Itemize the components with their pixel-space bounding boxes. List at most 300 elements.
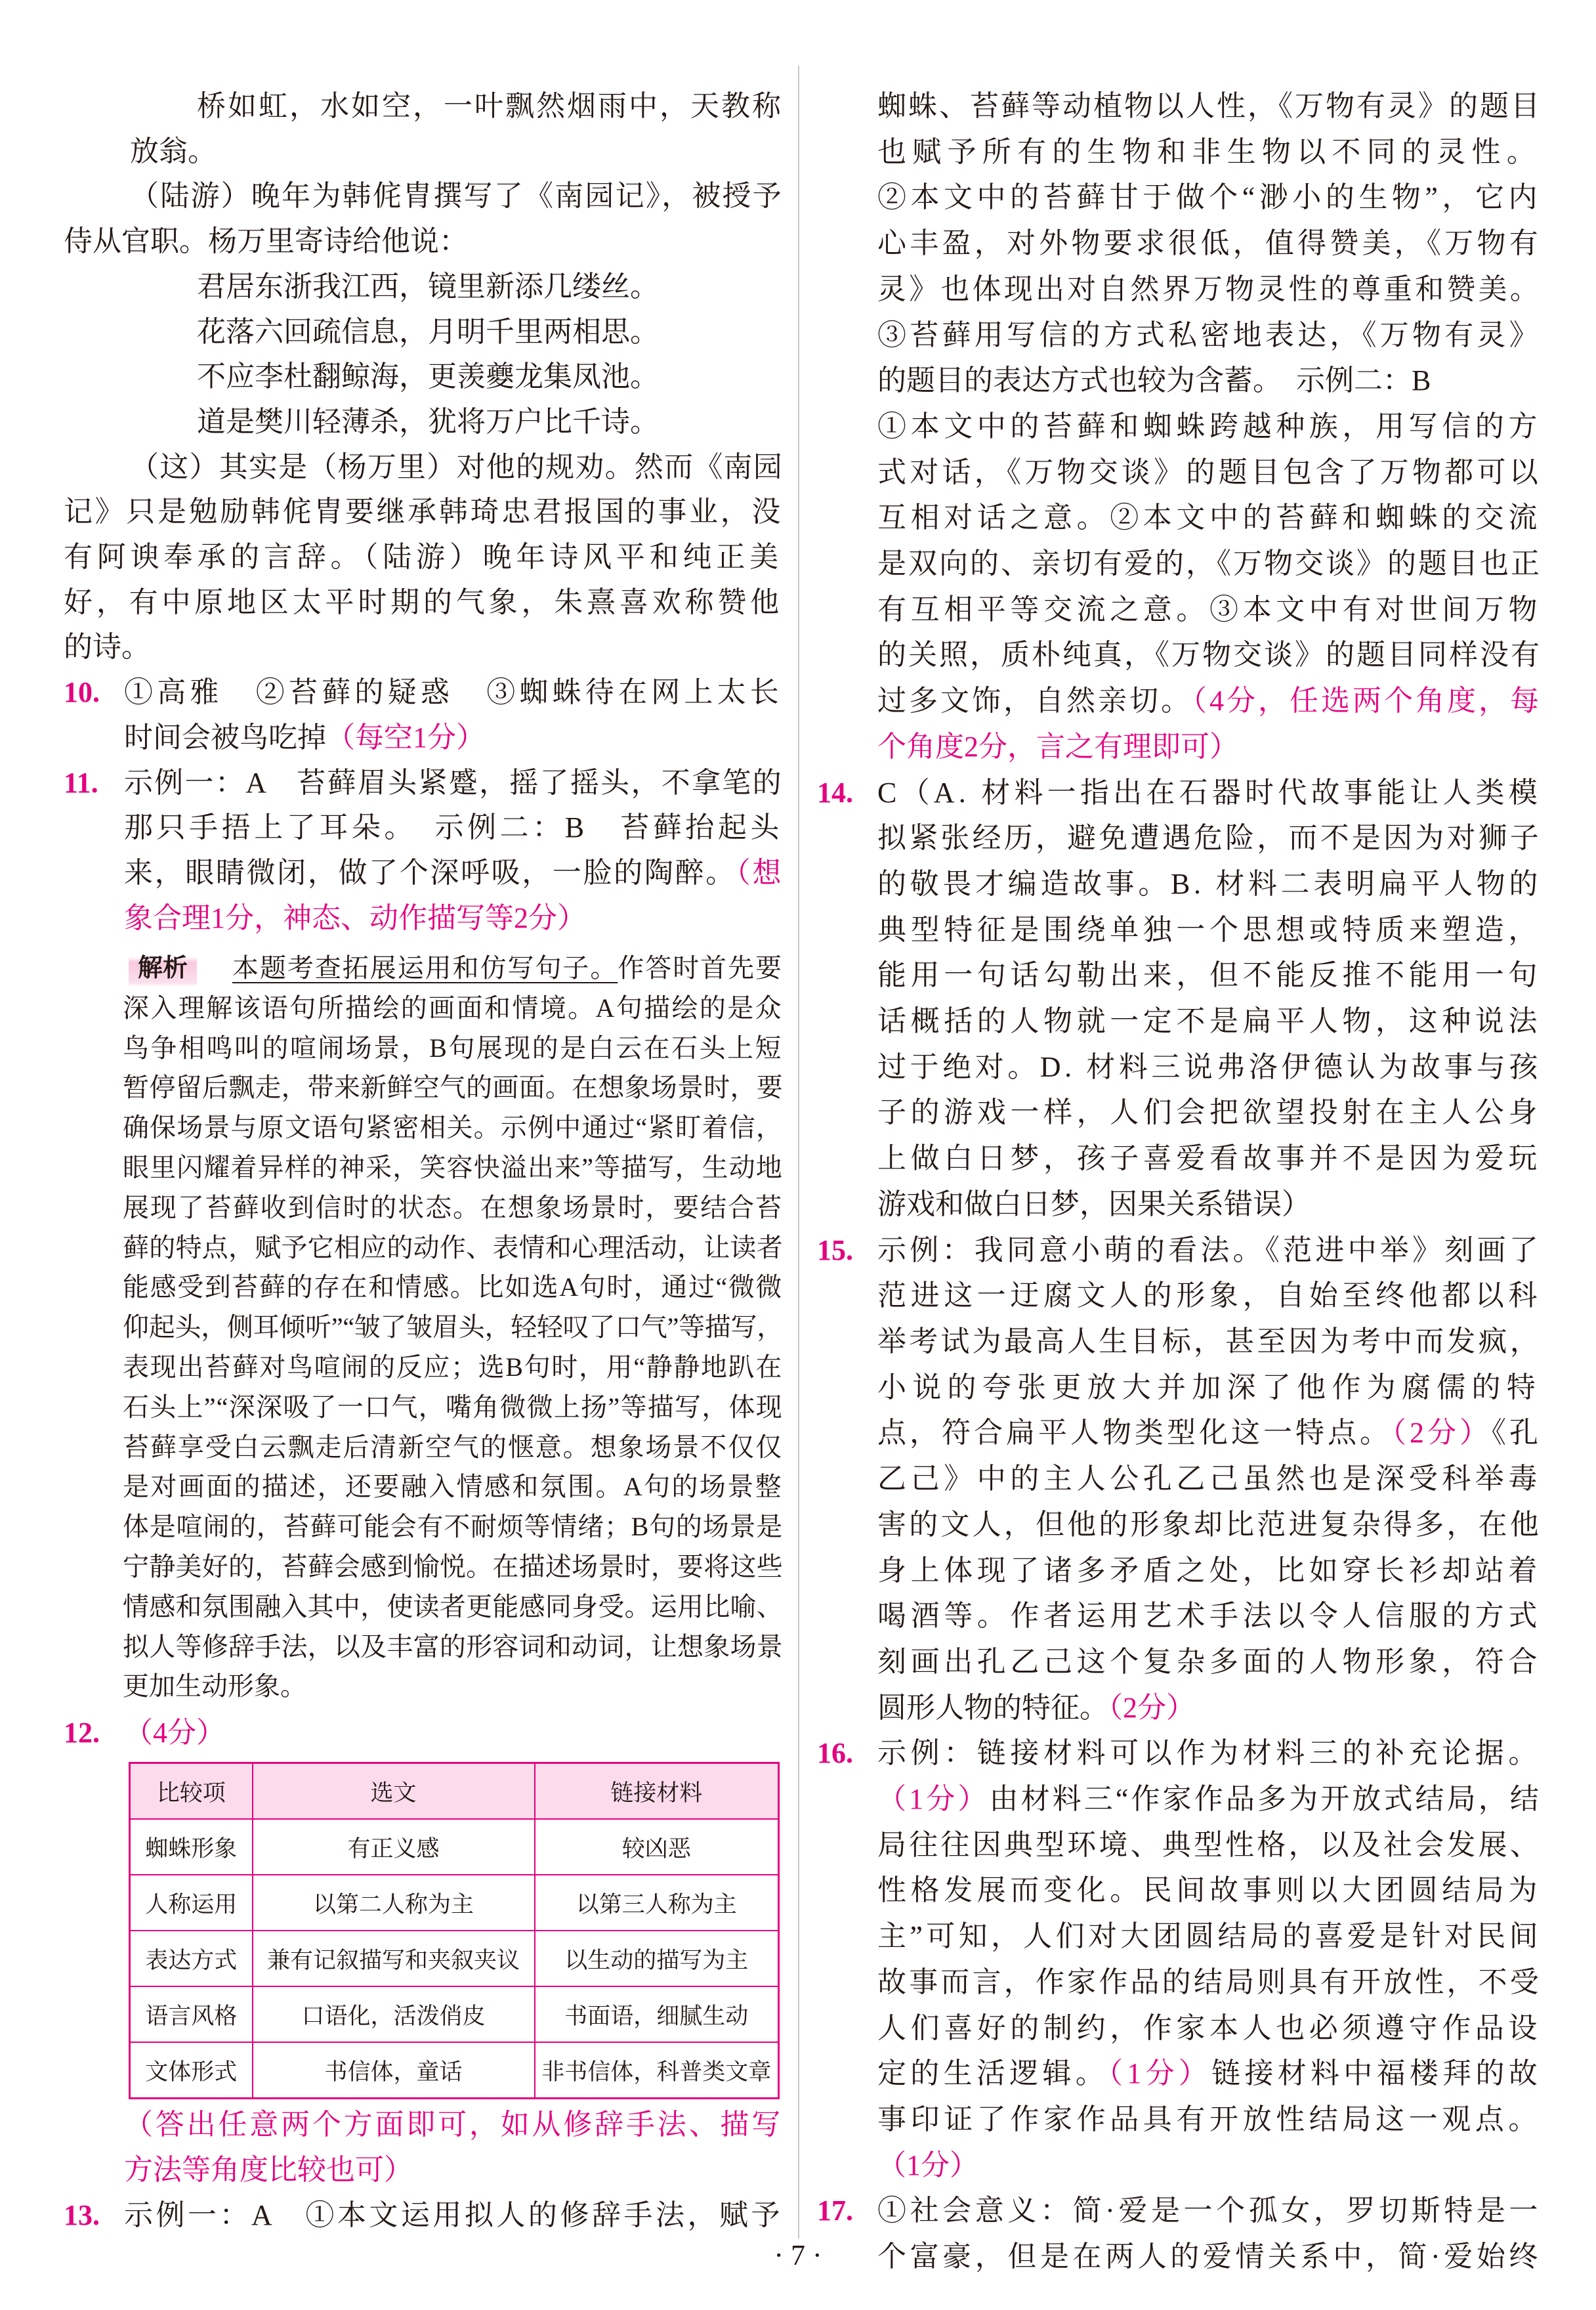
- text-line: [817, 1868, 1542, 1914]
- text-line: [64, 219, 783, 265]
- text-segment: 眼里闪耀着异样的神采，笑容快溢出来”等描写，生动地: [123, 1152, 783, 1182]
- poem-line: [64, 400, 783, 445]
- text-segment: 事印证了作家作品具有开放性结局这一观点。: [877, 2103, 1542, 2135]
- score-note: （4分，任选两个角度，每: [1192, 685, 1542, 717]
- text-line-content: [877, 770, 1542, 816]
- text-line-content: [123, 1507, 783, 1547]
- table-cell: 书信体，童话: [253, 2042, 535, 2099]
- text-segment: 小说的夸张更放大并加深了他作为腐儒的特: [877, 1371, 1542, 1403]
- text-segment: 话概括的人物就一定不是扁平人物，这种说法: [877, 1005, 1542, 1038]
- text-line-content: [877, 2051, 1542, 2097]
- text-line: [64, 989, 783, 1029]
- text-line: [64, 354, 783, 400]
- text-line: [817, 450, 1542, 496]
- text-line: [64, 1667, 783, 1707]
- text-line: [64, 1547, 783, 1587]
- answer-13-example-2: [817, 404, 1542, 770]
- answer-13-continued: [817, 83, 1542, 404]
- text-line-content: [877, 2188, 1542, 2234]
- translation-paragraph: [64, 174, 783, 264]
- text-line-content: [123, 1068, 783, 1108]
- text-segment: 确保场景与原文语句紧密相关。示例中通过“紧盯着信，: [123, 1113, 783, 1143]
- text-segment: 记》只是勉励韩侂胄要继承韩琦忠君报国的事业，没: [64, 496, 783, 528]
- text-line: [64, 84, 783, 129]
- text-segment: 桥如虹，水如空，一叶飘然烟雨中，天教称: [197, 90, 783, 122]
- table-header-row: [130, 1763, 779, 1820]
- text-segment: 有互相平等交流之意。③本文中有对世间万物: [877, 593, 1542, 626]
- text-line: [817, 1228, 1542, 1273]
- text-segment: 故事而言，作家作品的结局则具有开放性，不受: [877, 1965, 1542, 1998]
- text-segment: 侍从官职。杨万里寄诗给他说：: [64, 225, 468, 258]
- text-segment: 拟人等修辞手法，以及丰富的形容词和动词，让想象场景: [123, 1631, 783, 1661]
- text-segment: 深入理解该语句所描绘的画面和情境。A句描绘的是众: [123, 993, 783, 1023]
- text-segment: 游戏和做白日梦，因果关系错误）: [877, 1187, 1311, 1220]
- text-line: [64, 1268, 783, 1308]
- table-cell: 以第三人称为主: [535, 1875, 779, 1931]
- text-segment: 主”可知，人们对大团圆结局的喜爱是针对民间: [877, 1920, 1542, 1953]
- question-number: 12.: [64, 1717, 100, 1749]
- text-segment: 不应李杜翻鲸海，更羡夔龙集凤池。: [197, 360, 659, 393]
- text-segment: 道是樊川轻薄杀，犹将万户比千诗。: [197, 405, 659, 438]
- text-segment: 子的游戏一样，人们会把欲望投射在主人公身: [877, 1096, 1542, 1129]
- score-note: （4分）: [124, 1717, 225, 1749]
- text-line: [64, 129, 783, 175]
- text-line: [64, 2102, 783, 2147]
- text-line: [817, 1365, 1542, 1411]
- table-row: [130, 1986, 779, 2042]
- text-line-content: [123, 1029, 783, 1069]
- text-line: [64, 580, 783, 626]
- text-segment: 典型特征是围绕单独一个思想或特质来塑造，: [877, 913, 1542, 946]
- text-line-content: [123, 1268, 783, 1308]
- text-line-content: [123, 1148, 783, 1188]
- text-line: [817, 1776, 1542, 1822]
- text-line-content: [877, 1136, 1542, 1182]
- text-line: [817, 1090, 1542, 1136]
- table-cell: 较凶恶: [535, 1819, 779, 1875]
- question-12: [64, 1711, 783, 1755]
- text-line-content: [124, 851, 783, 896]
- text-line-content: [877, 1548, 1542, 1594]
- score-note: 方法等角度比较也可）: [124, 2154, 413, 2186]
- text-segment: 性格发展而变化。民间故事则以大团圆结局为: [877, 1874, 1542, 1907]
- text-line: [817, 1273, 1542, 1319]
- text-line: [817, 907, 1542, 953]
- text-line-content: [123, 1108, 783, 1148]
- text-segment: ②本文中的苔藓甘于做个“渺小的生物”，它内: [877, 181, 1542, 214]
- text-line: [817, 2097, 1542, 2143]
- text-line: [817, 541, 1542, 587]
- text-line-content: [123, 1547, 783, 1587]
- text-segment: 害的文人，但他的形象却比范进复杂得多，在他: [877, 1508, 1542, 1541]
- text-line: [64, 1228, 783, 1268]
- text-line: [817, 587, 1542, 633]
- text-line: [817, 1639, 1542, 1685]
- text-line-content: [877, 1502, 1542, 1548]
- text-line: [64, 896, 783, 941]
- row-label-cell: 蜘蛛形象: [130, 1819, 253, 1875]
- text-segment: 链接材料中福楼拜的故: [1211, 2057, 1542, 2090]
- row-label-cell: 表达方式: [130, 1931, 253, 1986]
- text-segment: 宁静美好的，苔藓会感到愉悦。在描述场景时，要将这些: [123, 1551, 783, 1581]
- text-line: [817, 1593, 1542, 1639]
- text-segment: 能用一句话勾勒出来，但不能反推不能用一句: [877, 959, 1542, 992]
- text-line-content: [877, 1776, 1542, 1822]
- text-line: [817, 1685, 1542, 1731]
- text-line-content: [877, 998, 1542, 1044]
- text-line-content: [877, 1593, 1542, 1639]
- question-number: 10.: [64, 676, 100, 709]
- text-line: [817, 678, 1542, 724]
- question-number: 14.: [817, 776, 853, 809]
- left-column-bottom: [64, 2102, 783, 2238]
- text-line: [64, 1587, 783, 1627]
- question-number: 11.: [64, 766, 98, 799]
- text-line-content: [877, 952, 1542, 998]
- text-line: [64, 761, 783, 806]
- text-segment: 更加生动形象。: [123, 1671, 306, 1701]
- text-line-content: [123, 1388, 783, 1428]
- text-segment: 由材料三“作家作品多为开放式结局，结: [989, 1783, 1542, 1816]
- question-number: 13.: [64, 2199, 100, 2231]
- text-line-content: [197, 400, 659, 445]
- score-note: 个角度2分，言之有理即可）: [877, 730, 1238, 763]
- text-line: [64, 490, 783, 535]
- text-segment: 心丰盈，对外物要求很低，值得赞美，《万物有: [877, 227, 1542, 260]
- text-line-content: [877, 358, 1431, 404]
- answer-13: [64, 2192, 783, 2238]
- text-line: [817, 221, 1542, 267]
- row-label-cell: 人称运用: [130, 1875, 253, 1931]
- text-line-content: [877, 2097, 1542, 2143]
- text-line: [817, 1730, 1542, 1776]
- text-line: [817, 1319, 1542, 1365]
- score-note: （想: [736, 856, 784, 889]
- text-line: [64, 1388, 783, 1428]
- text-line-content: [64, 625, 150, 670]
- text-line-content: [123, 1308, 783, 1348]
- text-segment: 过于绝对。D. 材料三说弗洛伊德认为故事与孩: [877, 1050, 1542, 1083]
- score-note: （1分）: [877, 2149, 978, 2181]
- text-segment: 体是喧闹的，苔藓可能会有不耐烦等情绪；B句的场景是: [123, 1512, 783, 1542]
- text-segment: 过多文饰，自然亲切。: [877, 685, 1192, 717]
- text-line-content: [124, 805, 783, 851]
- text-segment: 作答时首先要: [618, 953, 784, 983]
- text-line: [64, 1029, 783, 1069]
- text-segment: 那只手捂上了耳朵。 示例二：B 苔藓抬起头: [124, 811, 783, 844]
- text-line-content: [877, 1868, 1542, 1914]
- text-segment: 示例：我同意小萌的看法。《范进中举》刻画了: [877, 1233, 1542, 1266]
- question-number: 16.: [817, 1737, 853, 1770]
- text-segment: （这）其实是（杨万里）对他的规劝。然而《南园: [130, 450, 783, 483]
- text-line: [64, 716, 783, 761]
- text-line: [64, 805, 783, 851]
- table-cell: 有正义感: [253, 1819, 535, 1875]
- text-line-content: [877, 450, 1542, 496]
- table-cell: 口语化，活泼俏皮: [253, 1986, 535, 2042]
- text-line: [817, 1502, 1542, 1548]
- text-segment: 表现出苔藓对鸟喧闹的反应；选B句时，用“静静地趴在: [123, 1352, 783, 1382]
- text-line-content: [877, 1639, 1542, 1685]
- text-line-content: [877, 221, 1542, 267]
- text-line: [817, 404, 1542, 450]
- text-line-content: [64, 580, 783, 626]
- text-line-content: [877, 815, 1542, 861]
- text-segment: 示例：链接材料可以作为材料三的补充论据。: [877, 1737, 1542, 1770]
- text-segment: ①本文中的苔藓和蜘蛛跨越种族，用写信的方: [877, 410, 1542, 442]
- table-cell: 以第二人称为主: [253, 1875, 535, 1931]
- text-line-content: [124, 2192, 783, 2238]
- text-line-content: [123, 1587, 783, 1627]
- text-line-content: [124, 896, 586, 941]
- question-number: 15.: [817, 1233, 853, 1266]
- text-segment: 仰起头，侧耳倾听”“皱了皱眉头，轻轻叹了口气”等描写，: [123, 1312, 783, 1342]
- text-line: [817, 724, 1542, 770]
- text-line: [64, 1711, 783, 1755]
- text-line-content: [877, 1959, 1542, 2005]
- comparison-table: [129, 1762, 780, 2099]
- text-line: [817, 1410, 1542, 1456]
- text-line-content: [64, 490, 783, 535]
- text-line: [817, 129, 1542, 175]
- text-segment: ③苔藓用写信的方式私密地表达，《万物有灵》: [877, 318, 1542, 351]
- text-segment: 蜘蛛、苔藓等动植物以人性，《万物有灵》的题目: [877, 90, 1542, 122]
- text-segment: 局往往因典型环境、典型性格，以及社会发展、: [877, 1828, 1542, 1861]
- text-line: [64, 1627, 783, 1667]
- text-line-content: [877, 1685, 1195, 1731]
- text-line-content: [877, 1319, 1542, 1365]
- text-line: [64, 1148, 783, 1188]
- text-segment: 灵》也体现出对自然界万物灵性的尊重和赞美。: [877, 272, 1542, 305]
- text-segment: 上做白日梦，孩子喜爱看故事并不是因为爱玩: [877, 1142, 1542, 1175]
- text-line-content: [877, 175, 1542, 221]
- answer-12: [64, 1711, 783, 1755]
- text-line-content: [124, 670, 783, 716]
- text-segment: 石头上”“深深吸了一口气，嘴角微微上扬”等描写，体现: [123, 1392, 783, 1422]
- text-line: [817, 2051, 1542, 2097]
- table-row: [130, 1819, 779, 1875]
- answer-11: [64, 761, 783, 941]
- page-number: · 7 ·: [774, 2239, 822, 2271]
- text-segment: 来，眼睛微闭，做了个深呼吸，一脸的陶醉。: [124, 856, 736, 889]
- text-line-content: [877, 1273, 1542, 1319]
- text-line-content: [877, 678, 1542, 724]
- text-segment: C（A. 材料一指出在石器时代故事能让人类模: [877, 776, 1542, 809]
- text-segment: 是对画面的描述，还要融入情感和氛围。A句的场景整: [123, 1472, 783, 1502]
- text-segment: ①社会意义：简·爱是一个孤女，罗切斯特是一: [877, 2194, 1542, 2227]
- text-segment: 时间会被鸟吃掉: [124, 721, 326, 754]
- poem-line: [64, 354, 783, 400]
- column-header: 选文: [253, 1763, 535, 1820]
- text-line-content: [123, 1467, 783, 1507]
- text-segment: 《孔: [1492, 1417, 1542, 1449]
- text-line-content: [877, 907, 1542, 953]
- text-line-content: [197, 354, 659, 400]
- text-line: [64, 1467, 783, 1507]
- text-line: [817, 267, 1542, 312]
- text-line-content: [232, 949, 783, 989]
- text-line-content: [877, 541, 1542, 587]
- text-line-content: [123, 1428, 783, 1468]
- column-divider: [798, 66, 799, 2238]
- text-segment: 是双向的、亲切有爱的，《万物交谈》的题目也正: [877, 547, 1542, 580]
- text-line: [817, 2005, 1542, 2051]
- answer-10: [64, 670, 783, 760]
- question-number: 17.: [817, 2194, 853, 2227]
- text-line-content: [130, 129, 217, 175]
- text-segment: 式对话，《万物交谈》的题目包含了万物都可以: [877, 456, 1542, 488]
- text-segment: 花落六回疏信息，月明千里两相思。: [197, 315, 659, 348]
- score-note: （答出任意两个方面即可，如从修辞手法、描写: [124, 2108, 783, 2141]
- text-segment: 展现了苔藓收到信时的状态。在想象场景时，要结合苔: [123, 1192, 783, 1222]
- text-segment: 君居东浙我江西，镜里新添几缕丝。: [197, 270, 659, 303]
- answer-12-note: [64, 2102, 783, 2192]
- text-line-content: [123, 1188, 783, 1228]
- text-segment: 圆形人物的特征。: [877, 1691, 1108, 1724]
- analysis-text: [64, 949, 783, 1707]
- text-segment: 好，有中原地区太平时期的气象，朱熹喜欢称赞他: [64, 586, 783, 618]
- text-line: [817, 1044, 1542, 1090]
- text-line: [817, 1822, 1542, 1868]
- text-segment: 也赋予所有的生物和非生物以不同的灵性。: [877, 135, 1542, 168]
- score-note: 象合理1分，神态、动作描写等2分）: [124, 901, 586, 934]
- text-line: [817, 1914, 1542, 1959]
- text-line-content: [64, 535, 783, 580]
- text-line: [817, 495, 1542, 541]
- text-line-content: [124, 761, 783, 806]
- text-segment: 举考试为最高人生目标，甚至因为考中而发疯，: [877, 1325, 1542, 1358]
- text-segment: 示例一：A 苔藓眉头紧蹙，摇了摇头，不拿笔的: [124, 766, 783, 799]
- text-line-content: [197, 310, 659, 355]
- text-segment: 的题目的表达方式也较为含蓄。 示例二：B: [877, 364, 1431, 397]
- text-line: [64, 625, 783, 670]
- text-segment: 的敬畏才编造故事。B. 材料二表明扁平人物的: [877, 867, 1542, 900]
- text-segment: ①高雅 ②苔藓的疑惑 ③蜘蛛待在网上太长: [124, 676, 783, 709]
- text-line: [817, 1456, 1542, 1502]
- text-line-content: [877, 1730, 1542, 1776]
- analysis-label: 解析: [129, 949, 197, 989]
- text-line-content: [877, 724, 1238, 770]
- text-segment: 放翁。: [130, 135, 217, 167]
- text-line: [64, 2147, 783, 2192]
- text-line-content: [124, 2147, 413, 2192]
- quoted-verse: [64, 84, 783, 174]
- text-line: [817, 358, 1542, 404]
- column-header: 链接材料: [535, 1763, 779, 1820]
- text-segment: 喝酒等。作者运用艺术手法以令人信服的方式: [877, 1600, 1542, 1633]
- row-label-cell: 文体形式: [130, 2042, 253, 2099]
- text-line-content: [123, 989, 783, 1029]
- text-line: [64, 1308, 783, 1348]
- table-cell: 以生动的描写为主: [535, 1931, 779, 1986]
- text-line: [817, 1182, 1542, 1228]
- text-line: [817, 312, 1542, 358]
- text-line-content: [877, 632, 1542, 678]
- left-column-top: [64, 84, 783, 941]
- text-line-content: [877, 83, 1542, 129]
- table-row: [130, 2042, 779, 2099]
- answer-16: [817, 1730, 1542, 2188]
- column-header: 比较项: [130, 1763, 253, 1820]
- text-segment: 点，符合扁平人物类型化这一特点。: [877, 1417, 1392, 1449]
- text-line: [817, 175, 1542, 221]
- text-line: [64, 174, 783, 219]
- text-segment: 本题考查拓展运用和仿写句子。: [232, 953, 618, 983]
- text-line: [817, 815, 1542, 861]
- table-row: [130, 1931, 779, 1986]
- text-line-content: [877, 267, 1542, 312]
- text-line: [64, 1507, 783, 1547]
- text-line: [817, 2143, 1542, 2189]
- text-line-content: [877, 587, 1542, 633]
- text-line-content: [123, 1627, 783, 1667]
- text-segment: 苔藓享受白云飘走后清新空气的惬意。想象场景不仅仅: [123, 1432, 783, 1462]
- text-line-content: [123, 1228, 783, 1268]
- text-segment: 定的生活逻辑。: [877, 2057, 1108, 2090]
- text-line-content: [130, 174, 783, 219]
- text-line: [64, 670, 783, 716]
- text-segment: 藓的特点，赋予它相应的动作、表情和心理活动，让读者: [123, 1232, 783, 1262]
- text-line-content: [877, 1822, 1542, 1868]
- text-line-content: [877, 1090, 1542, 1136]
- text-line-content: [877, 861, 1542, 907]
- text-line-content: [877, 495, 1542, 541]
- text-line-content: [877, 1365, 1542, 1411]
- text-line-content: [877, 1456, 1542, 1502]
- text-line-content: [877, 1410, 1542, 1456]
- text-line: [817, 770, 1542, 816]
- right-column: [817, 83, 1542, 2280]
- text-line-content: [877, 2005, 1542, 2051]
- text-line: [64, 535, 783, 580]
- text-line: [64, 2192, 783, 2238]
- translation-paragraph: [64, 445, 783, 671]
- text-segment: （陆游）晚年为韩侂胄撰写了《南园记》，被授予: [130, 180, 783, 213]
- text-line: [64, 445, 783, 490]
- answer-15: [817, 1228, 1542, 1731]
- text-line-content: [124, 716, 485, 761]
- table-cell: 兼有记叙描写和夹叙夹议: [253, 1931, 535, 1986]
- score-note: （2分）: [1392, 1417, 1492, 1449]
- text-segment: 的诗。: [64, 631, 150, 664]
- text-line: [817, 1548, 1542, 1594]
- score-note: （1分）: [1108, 2057, 1212, 2090]
- analysis-block: [64, 949, 783, 1707]
- text-line-content: [877, 312, 1542, 358]
- text-line-content: [130, 445, 783, 490]
- score-note: （每空1分）: [326, 721, 485, 754]
- text-line: [64, 851, 783, 896]
- score-note: （2分）: [1108, 1691, 1195, 1724]
- answer-14: [817, 770, 1542, 1228]
- text-line: [817, 861, 1542, 907]
- text-line: [64, 1428, 783, 1468]
- text-segment: 人们喜好的制约，作家本人也必须遵守作品设: [877, 2011, 1542, 2044]
- table-cell: 书面语，细腻生动: [535, 1986, 779, 2042]
- text-line-content: [877, 129, 1542, 175]
- text-segment: 暂停留后飘走，带来新鲜空气的画面。在想象场景时，要: [123, 1073, 783, 1103]
- text-segment: 刻画出孔乙己这个复杂多面的人物形象，符合: [877, 1645, 1542, 1678]
- text-line-content: [197, 265, 659, 310]
- text-segment: 拟紧张经历，避免遭遇危险，而不是因为对狮子: [877, 822, 1542, 855]
- text-line-content: [877, 2143, 978, 2189]
- text-segment: 鸟争相鸣叫的喧闹场景，B句展现的是白云在石头上短: [123, 1033, 783, 1063]
- score-note: （1分）: [877, 1783, 990, 1816]
- poem-line: [64, 265, 783, 310]
- text-line-content: [124, 2102, 783, 2147]
- text-line-content: [124, 1711, 225, 1755]
- text-line: [817, 952, 1542, 998]
